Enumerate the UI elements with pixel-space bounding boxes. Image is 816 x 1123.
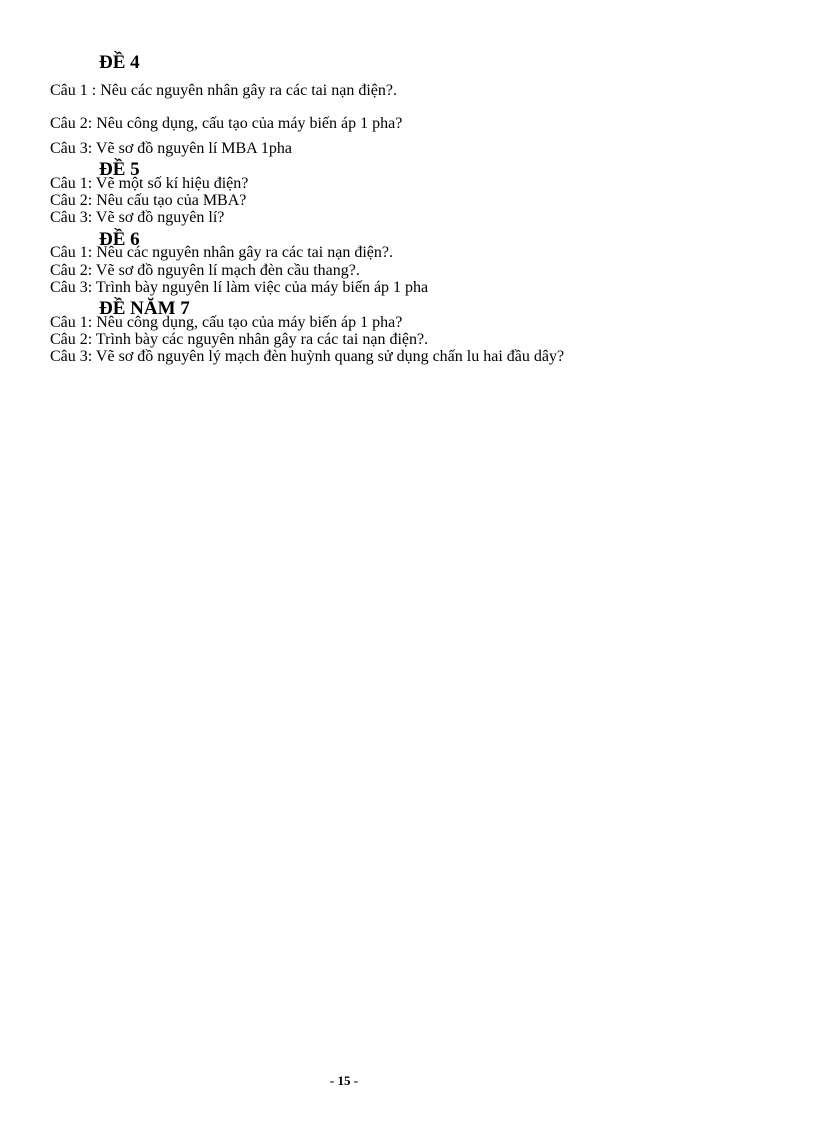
- question-6-1: Câu 1: Nêu các nguyên nhân gây ra các tai nạn điện?.: [50, 244, 393, 261]
- question-7-1: Câu 1: Nêu công dụng, cấu tạo của máy biến áp 1 pha?: [50, 314, 403, 331]
- question-5-2: Câu 2: Nêu cấu tạo của MBA?: [50, 192, 247, 209]
- exam-title-6: ĐỀ 6: [99, 229, 140, 250]
- question-6-3: Câu 3: Trình bày nguyên lí làm việc của máy biến áp 1 pha: [50, 279, 429, 296]
- question-5-3: Câu 3: Vẽ sơ đồ nguyên lí?: [50, 209, 225, 226]
- exam-title-4: ĐỀ 4: [99, 52, 140, 73]
- question-4-3: Câu 3: Vẽ sơ đồ nguyên lí MBA 1pha: [50, 140, 292, 157]
- question-7-3: Câu 3: Vẽ sơ đồ nguyên lý mạch đèn huỳnh quang sử dụng chấn lu hai đầu dây?: [50, 348, 565, 365]
- exam-title-7: ĐỀ NĂM 7: [99, 298, 190, 319]
- question-5-1: Câu 1: Vẽ một số kí hiệu điện?: [50, 175, 249, 192]
- question-4-2: Câu 2: Nêu công dụng, cấu tạo của máy biến áp 1 pha?: [50, 115, 403, 132]
- question-6-2: Câu 2: Vẽ sơ đồ nguyên lí mạch đèn cầu thang?.: [50, 262, 360, 279]
- exam-title-5: ĐỀ 5: [99, 159, 140, 180]
- question-4-1: Câu 1 : Nêu các nguyên nhân gây ra các tai nạn điện?.: [50, 82, 397, 99]
- question-7-2: Câu 2: Trình bày các nguyên nhân gây ra các tai nạn điện?.: [50, 331, 429, 348]
- page-number: - 15 -: [329, 1073, 359, 1088]
